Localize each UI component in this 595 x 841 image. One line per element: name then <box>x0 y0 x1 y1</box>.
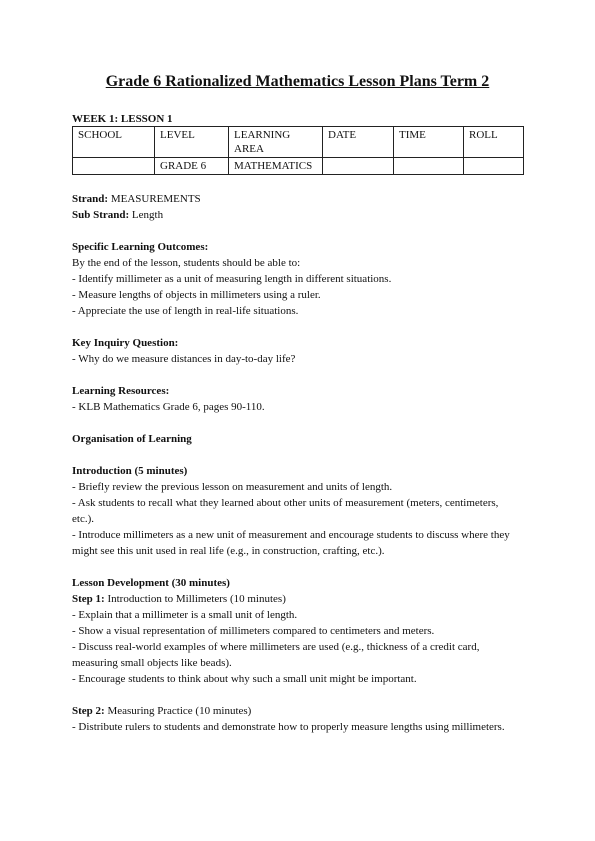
table-cell <box>323 158 394 175</box>
step2-line <box>72 703 523 719</box>
lesson-info-table <box>72 126 524 175</box>
sub-strand-line <box>72 207 523 223</box>
list-item: - Encourage students to think about why such a small unit might be important. <box>72 673 417 685</box>
strand-line <box>72 191 523 207</box>
strand-value: MEASUREMENTS <box>108 193 201 205</box>
strand-label: Strand: <box>72 193 109 205</box>
step1-line <box>72 591 523 607</box>
inquiry-heading: Key Inquiry Question: <box>72 337 179 349</box>
outcomes-intro: By the end of the lesson, students should be able to: <box>72 257 301 269</box>
list-item: - Distribute rulers to students and demonstrate how to properly measure lengths using millimeters. <box>72 721 505 733</box>
page-title: Grade 6 Rationalized Mathematics Lesson Plans Term 2 <box>105 73 490 90</box>
step1-title: Introduction to Millimeters (10 minutes) <box>104 593 286 605</box>
list-item: - Identify millimeter as a unit of measuring length in different situations. <box>72 273 392 285</box>
step1-label: Step 1: <box>72 593 105 605</box>
table-cell: GRADE 6 <box>155 158 229 175</box>
list-item: - Explain that a millimeter is a small unit of length. <box>72 609 298 621</box>
list-item: - KLB Mathematics Grade 6, pages 90-110. <box>72 401 265 413</box>
table-row <box>73 158 524 175</box>
step2-label: Step 2: <box>72 705 105 717</box>
list-item: - Discuss real-world examples of where millimeters are used (e.g., thickness of a credit card, measuring small objects like beads). <box>72 641 480 669</box>
table-header-cell: DATE <box>323 127 394 158</box>
sub-strand-label: Sub Strand: <box>72 209 130 221</box>
list-item: - Introduce millimeters as a new unit of measurement and encourage students to discuss where they might see this unit used in real life (e.g., in construction, crafting, etc.). <box>72 529 510 557</box>
sub-strand-value: Length <box>129 209 164 221</box>
table-cell: MATHEMATICS <box>229 158 323 175</box>
table-header-cell: SCHOOL <box>73 127 155 158</box>
list-item: - Briefly review the previous lesson on measurement and units of length. <box>72 481 393 493</box>
step2-title: Measuring Practice (10 minutes) <box>104 705 252 717</box>
list-item: - Measure lengths of objects in millimeters using a ruler. <box>72 289 321 301</box>
outcomes-heading: Specific Learning Outcomes: <box>72 241 209 253</box>
list-item: - Ask students to recall what they learned about other units of measurement (meters, centimeters, etc.). <box>72 497 499 525</box>
introduction-heading: Introduction (5 minutes) <box>72 465 188 477</box>
table-cell <box>394 158 464 175</box>
table-header-cell: LEVEL <box>155 127 229 158</box>
table-cell <box>73 158 155 175</box>
development-heading: Lesson Development (30 minutes) <box>72 577 230 589</box>
table-cell <box>464 158 524 175</box>
table-header-cell: LEARNING AREA <box>229 127 323 158</box>
organisation-heading: Organisation of Learning <box>72 433 192 445</box>
table-header-cell: TIME <box>394 127 464 158</box>
resources-heading: Learning Resources: <box>72 385 170 397</box>
table-header-cell: ROLL <box>464 127 524 158</box>
table-header-row <box>73 127 524 158</box>
list-item: - Appreciate the use of length in real-life situations. <box>72 305 299 317</box>
list-item: - Show a visual representation of millimeters compared to centimeters and meters. <box>72 625 435 637</box>
week-label: WEEK 1: LESSON 1 <box>72 113 173 125</box>
list-item: - Why do we measure distances in day-to-day life? <box>72 353 296 365</box>
